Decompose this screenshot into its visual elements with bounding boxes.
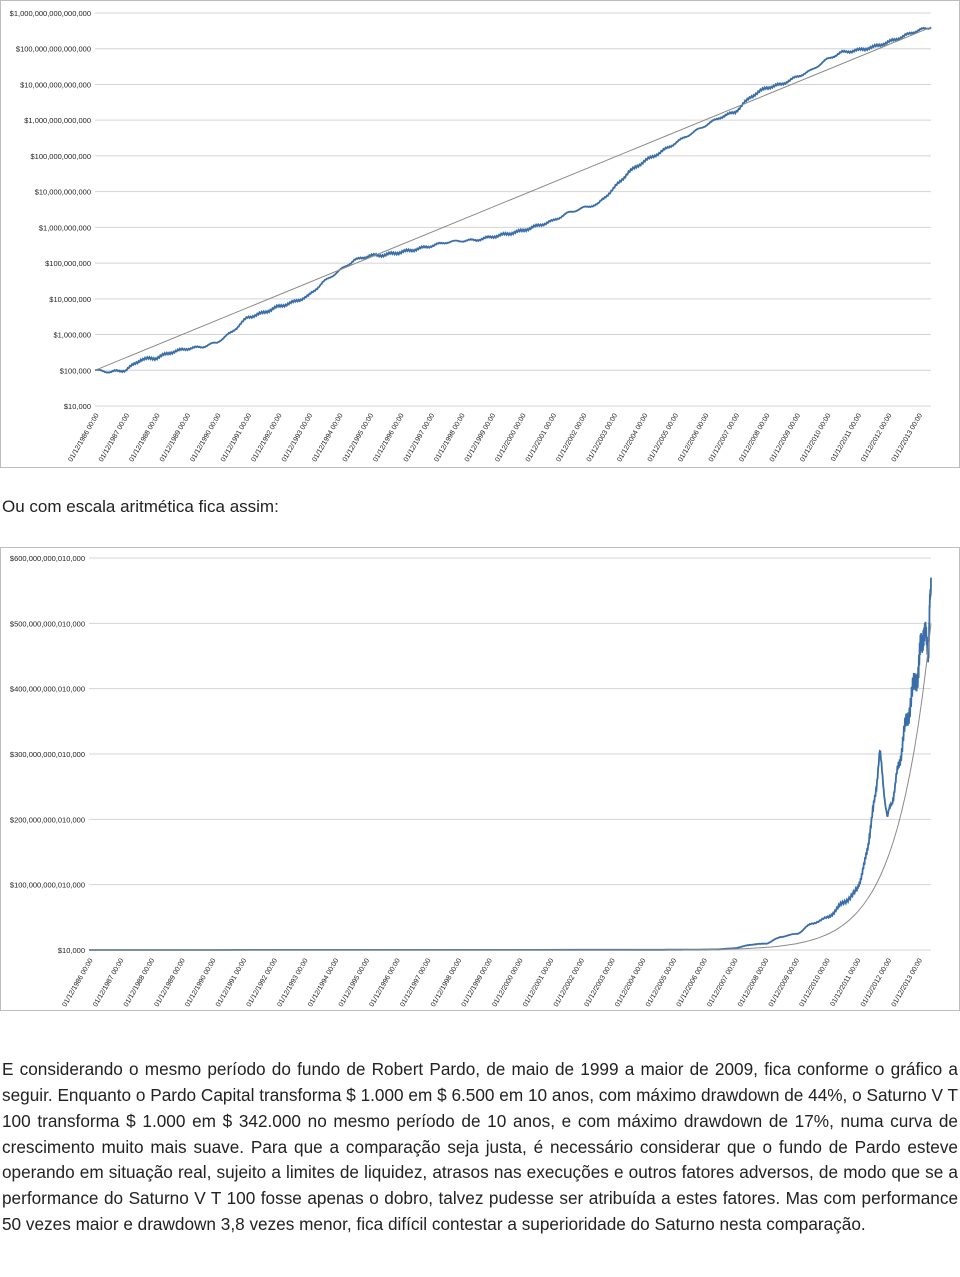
x-tick-label: 01/12/2006 00:00 [675, 957, 709, 1009]
x-tick-label: 01/12/2006 00:00 [677, 412, 711, 464]
x-tick-label: 01/12/1992 00:00 [245, 957, 279, 1009]
x-tick-label: 01/12/2010 00:00 [799, 412, 833, 464]
x-tick-label: 01/12/1994 00:00 [307, 957, 341, 1009]
x-tick-label: 01/12/1988 00:00 [128, 412, 162, 464]
x-tick-label: 01/12/2004 00:00 [616, 412, 650, 464]
x-tick-label: 01/12/1990 00:00 [184, 957, 218, 1009]
y-tick-label: $10,000,000,000,000 [20, 80, 91, 90]
arithmetic-scale-chart [0, 547, 960, 1011]
y-tick-label: $1,000,000,000 [38, 223, 91, 233]
x-tick-label: 01/12/1988 00:00 [122, 957, 157, 1009]
x-tick-label: 01/12/2010 00:00 [798, 957, 832, 1009]
x-tick-label: 01/12/2012 00:00 [859, 957, 894, 1009]
y-tick-label: $10,000 [57, 946, 85, 955]
x-tick-label: 01/12/2007 00:00 [706, 957, 740, 1009]
arithmetic-chart-svg [1, 548, 959, 1010]
x-tick-label: 01/12/2000 00:00 [491, 957, 525, 1009]
x-tick-label: 01/12/2011 00:00 [829, 957, 863, 1008]
x-tick-label: 01/12/2002 00:00 [555, 412, 589, 464]
x-tick-label: 01/12/2001 00:00 [522, 957, 556, 1009]
x-tick-label: 01/12/1996 00:00 [372, 412, 406, 464]
log-chart-svg [1, 1, 959, 467]
x-tick-label: 01/12/2009 00:00 [768, 412, 803, 464]
y-tick-label: $1,000,000,000,000 [24, 116, 91, 126]
y-tick-label: $10,000 [63, 402, 91, 411]
x-tick-label: 01/12/1991 00:00 [219, 412, 254, 464]
y-tick-label: $400,000,000,010,000 [9, 684, 85, 694]
x-tick-label: 01/12/1989 00:00 [158, 412, 193, 464]
x-tick-label: 01/12/2003 00:00 [583, 957, 617, 1009]
y-tick-label: $100,000,000,010,000 [9, 880, 85, 890]
x-tick-label: 01/12/1998 00:00 [433, 412, 467, 464]
x-tick-label: 01/12/1996 00:00 [368, 957, 402, 1009]
x-tick-label: 01/12/1997 00:00 [399, 957, 433, 1009]
log-scale-chart [0, 0, 960, 468]
x-tick-label: 01/12/1995 00:00 [337, 957, 372, 1009]
x-tick-label: 01/12/1999 00:00 [460, 957, 494, 1009]
x-tick-label: 01/12/1989 00:00 [153, 957, 187, 1009]
y-tick-label: $100,000,000 [45, 259, 91, 269]
x-tick-label: 01/12/1987 00:00 [92, 957, 126, 1009]
x-tick-label: 01/12/2013 00:00 [890, 957, 924, 1009]
x-tick-label: 01/12/2008 00:00 [738, 412, 772, 464]
x-tick-label: 01/12/1990 00:00 [189, 412, 223, 464]
y-tick-label: $600,000,000,010,000 [9, 554, 85, 563]
x-tick-label: 01/12/1997 00:00 [402, 412, 437, 464]
x-tick-label: 01/12/1987 00:00 [97, 412, 132, 464]
x-tick-label: 01/12/1986 00:00 [61, 957, 95, 1009]
y-tick-label: $100,000 [59, 366, 91, 376]
x-tick-label: 01/12/2004 00:00 [614, 957, 648, 1009]
x-tick-label: 01/12/2001 00:00 [524, 412, 559, 464]
trend-line [95, 27, 931, 370]
x-tick-label: 01/12/2007 00:00 [707, 412, 742, 464]
y-tick-label: $100,000,000,000 [30, 151, 91, 161]
x-tick-label: 01/12/1995 00:00 [341, 412, 376, 464]
x-tick-label: 01/12/1991 00:00 [214, 957, 249, 1009]
x-tick-label: 01/12/2011 00:00 [829, 412, 864, 463]
y-tick-label: $300,000,000,010,000 [9, 750, 85, 759]
equity-line [89, 578, 931, 950]
y-tick-label: $500,000,000,010,000 [9, 619, 85, 629]
x-tick-label: 01/12/1994 00:00 [311, 412, 345, 464]
chart-caption: Ou com escala aritmética fica assim: [2, 497, 279, 516]
x-tick-label: 01/12/2000 00:00 [494, 412, 528, 464]
y-tick-label: $1,000,000 [53, 330, 91, 340]
x-tick-label: 01/12/1992 00:00 [250, 412, 284, 464]
x-tick-label: 01/12/2009 00:00 [767, 957, 802, 1009]
x-tick-label: 01/12/1999 00:00 [463, 412, 498, 464]
y-tick-label: $10,000,000 [49, 294, 91, 304]
x-tick-label: 01/12/2013 00:00 [890, 412, 925, 464]
x-tick-label: 01/12/2005 00:00 [644, 957, 679, 1009]
trend-line [89, 623, 931, 950]
y-tick-label: $10,000,000,000 [34, 187, 91, 197]
x-tick-label: 01/12/2003 00:00 [585, 412, 620, 464]
y-tick-label: $1,000,000,000,000,000 [9, 9, 91, 18]
x-tick-label: 01/12/1986 00:00 [67, 412, 101, 464]
x-tick-label: 01/12/1993 00:00 [276, 957, 310, 1009]
x-tick-label: 01/12/2002 00:00 [552, 957, 587, 1009]
x-tick-label: 01/12/2008 00:00 [737, 957, 771, 1009]
x-tick-label: 01/12/1993 00:00 [280, 412, 315, 464]
x-tick-label: 01/12/1998 00:00 [429, 957, 464, 1009]
x-tick-label: 01/12/2005 00:00 [646, 412, 681, 464]
x-tick-label: 01/12/2012 00:00 [860, 412, 894, 464]
body-paragraph: E considerando o mesmo período do fundo de Robert Pardo, de maio de 1999 a maior de 2009, fica conforme o gráfico a seguir. Enquanto o Pardo Capital transforma $ 1.000 em $ 6.500 em 10 anos, com máximo drawdown de 44%, o Saturno V T 100 transforma $ 1.000 em $ 342.000 no mesmo período de 10 anos, e com máximo drawdown de 17%, numa curva de crescimento muito mais suave. Para que a comparação seja justa, é necessário considerar que o fundo de Pardo esteve operando em situação real, sujeito a limites de liquidez, atrasos nas execuções e outros fatores adversos, de modo que se a performance do Saturno V T 100 fosse apenas o dobro, talvez pudesse ser atribuída a estes fatores. Mas com performance 50 vezes maior e drawdown 3,8 vezes menor, fica difícil contestar a superioridade do Saturno nesta comparação. [2, 1059, 958, 1234]
y-tick-label: $100,000,000,000,000 [15, 44, 91, 54]
y-tick-label: $200,000,000,010,000 [9, 815, 85, 825]
